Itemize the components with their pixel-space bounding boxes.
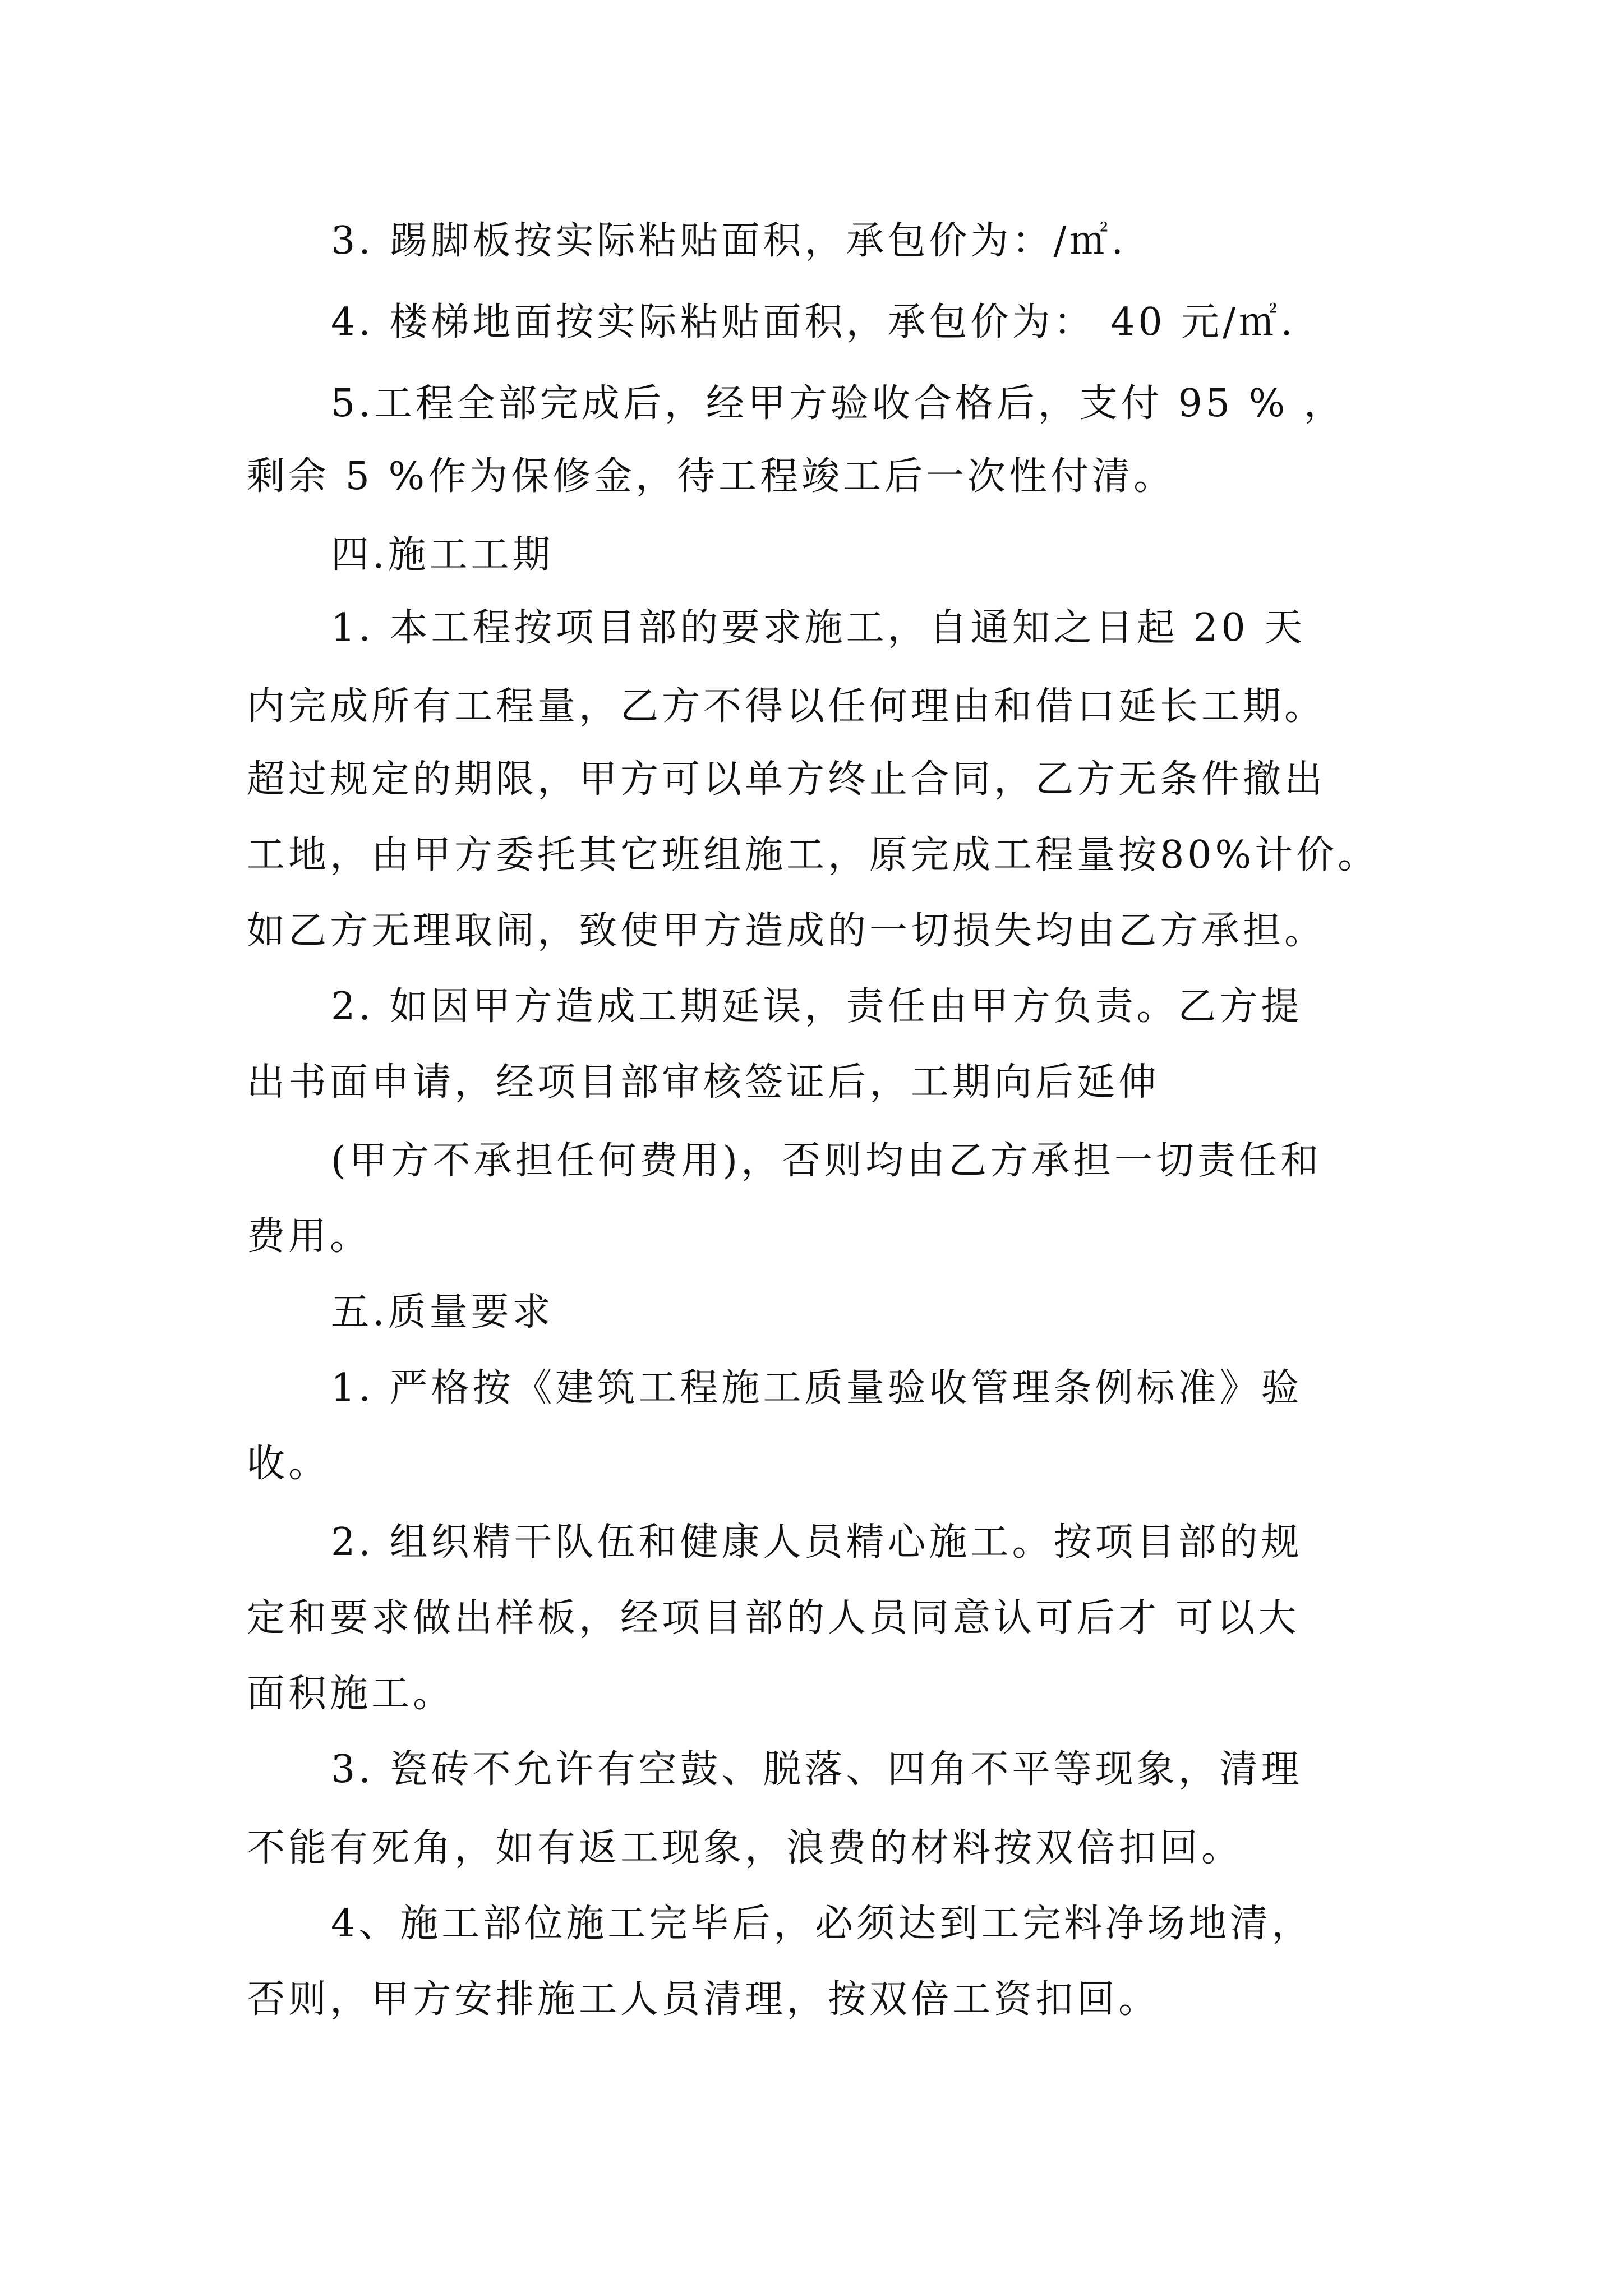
text-line: 工地，由甲方委托其它班组施工，原完成工程量按80%计价。: [247, 833, 1380, 877]
text-line: 剩余 5 %作为保修金，待工程竣工后一次性付清。: [247, 454, 1175, 499]
text-line: 3. 瓷砖不允许有空鼓、脱落、四角不平等现象，清理: [331, 1747, 1303, 1792]
text-line: 否则，甲方安排施工人员清理，按双倍工资扣回。: [247, 1977, 1160, 2022]
text-line: 不能有死角，如有返工现象，浪费的材料按双倍扣回。: [247, 1826, 1243, 1870]
text-line: 定和要求做出样板，经项目部的人员同意认可后才 可以大: [247, 1596, 1300, 1640]
text-line: 费用。: [247, 1214, 372, 1259]
text-line: (甲方不承担任何费用)，否则均由乙方承担一切责任和: [331, 1139, 1322, 1183]
section-heading: 四.施工工期: [331, 533, 554, 577]
text-line: 2. 如因甲方造成工期延误，责任由甲方负责。乙方提: [331, 984, 1303, 1029]
text-line: 出书面申请，经项目部审核签证后，工期向后延伸: [247, 1060, 1160, 1105]
text-line: 4. 楼梯地面按实际粘贴面积，承包价为： 40 元/㎡.: [331, 300, 1296, 344]
text-line: 收。: [247, 1442, 330, 1486]
text-line: 3. 踢脚板按实际粘贴面积，承包价为：/㎡.: [331, 219, 1127, 263]
text-line: 1. 严格按《建筑工程施工质量验收管理条例标准》验: [331, 1366, 1303, 1410]
text-line: 1. 本工程按项目部的要求施工，自通知之日起 20 天: [331, 606, 1306, 650]
text-line: 面积施工。: [247, 1672, 455, 1716]
text-line: 如乙方无理取闹，致使甲方造成的一切损失均由乙方承担。: [247, 909, 1326, 953]
text-line: 4、施工部位施工完毕后，必须达到工完料净场地清，: [331, 1902, 1313, 1946]
text-line: 5.工程全部完成后，经甲方验收合格后，支付 95 % ，: [331, 381, 1345, 426]
text-line: 2. 组织精干队伍和健康人员精心施工。按项目部的规: [331, 1520, 1303, 1565]
section-heading: 五.质量要求: [331, 1290, 554, 1335]
text-line: 超过规定的期限，甲方可以单方终止合同，乙方无条件撤出: [247, 757, 1326, 802]
text-line: 内完成所有工程量，乙方不得以任何理由和借口延长工期。: [247, 684, 1326, 729]
